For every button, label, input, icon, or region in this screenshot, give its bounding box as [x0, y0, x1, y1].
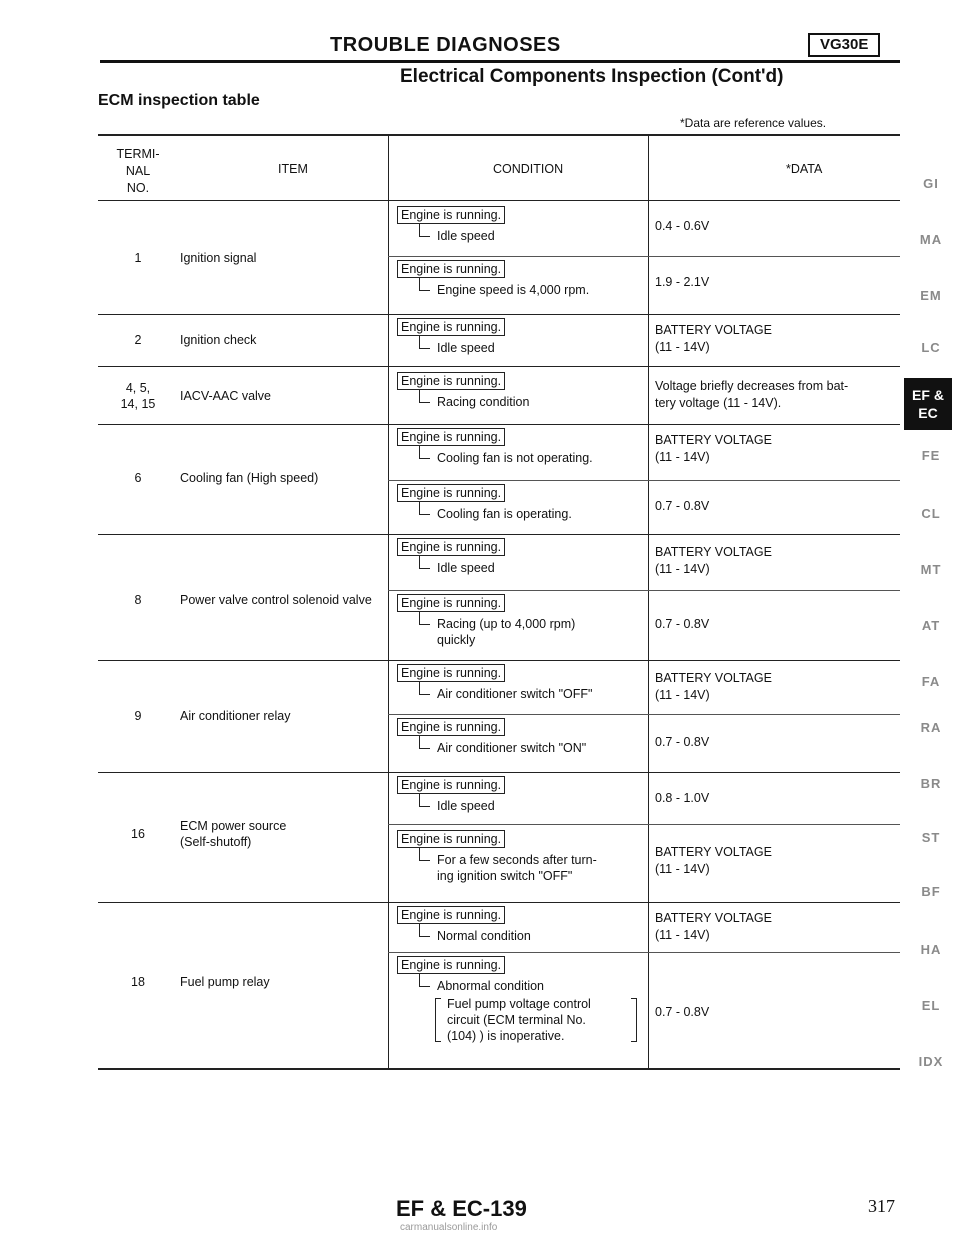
condition-block [397, 776, 647, 814]
condition-block [397, 372, 647, 410]
condition-box: Engine is running. [397, 372, 505, 390]
header-bottom-rule [98, 200, 900, 201]
condition-sub-text: Cooling fan is not operating. [437, 451, 593, 465]
item-name: Ignition check [180, 333, 257, 347]
row-rule [98, 772, 900, 773]
side-tab-bf[interactable]: BF [921, 884, 941, 899]
subrow-divider [388, 714, 900, 715]
header-terminal [98, 146, 178, 197]
condition-sub [419, 852, 647, 884]
condition-sub [419, 282, 647, 298]
connector-hook [419, 924, 430, 937]
reference-note: *Data are reference values. [680, 116, 827, 130]
side-tab-fe[interactable]: FE [921, 448, 941, 463]
terminal-line: 14, 15 [120, 397, 156, 411]
side-tab-fa[interactable]: FA [921, 674, 941, 689]
terminal-number [98, 380, 178, 412]
item-line: (Self-shutoff) [180, 835, 252, 849]
condition-sub-text: Idle speed [437, 229, 495, 243]
data-line: BATTERY VOLTAGE [655, 911, 772, 925]
side-tab-mt[interactable]: MT [920, 562, 942, 577]
condition-sub-text: Idle speed [437, 341, 495, 355]
data-value [655, 432, 875, 466]
connector-hook [419, 556, 430, 569]
side-tab-ef-ec-active[interactable] [904, 378, 952, 430]
data-value: 1.9 - 2.1V [655, 275, 710, 289]
condition-box: Engine is running. [397, 594, 505, 612]
header-item: ITEM [278, 162, 308, 176]
page-title: TROUBLE DIAGNOSES [330, 34, 561, 56]
condition-box: Engine is running. [397, 484, 505, 502]
item-name: Ignition signal [180, 251, 257, 265]
condition-sub-text: Normal condition [437, 929, 531, 943]
condition-block [397, 428, 647, 466]
table-bottom-rule [98, 1068, 900, 1070]
bracket-line: (104) ) is inoperative. [447, 1029, 565, 1043]
condition-sub-text: Racing (up to 4,000 rpm) [437, 617, 576, 631]
connector-hook [419, 278, 430, 291]
subrow-divider [388, 824, 900, 825]
condition-sub-text: quickly [437, 633, 476, 647]
side-tab-gi[interactable]: GI [923, 176, 939, 191]
data-line: BATTERY VOLTAGE [655, 433, 772, 447]
data-value: 0.4 - 0.6V [655, 219, 710, 233]
data-value: 0.7 - 0.8V [655, 1005, 710, 1019]
connector-hook [419, 224, 430, 237]
condition-sub-text: Idle speed [437, 561, 495, 575]
connector-hook [419, 390, 430, 403]
header-terminal-line: TERMI- [116, 147, 160, 161]
item-name: Cooling fan (High speed) [180, 471, 319, 485]
data-line: BATTERY VOLTAGE [655, 545, 772, 559]
condition-block [397, 830, 647, 884]
condition-sub-text: Air conditioner switch "OFF" [437, 687, 593, 701]
data-line: (11 - 14V) [655, 562, 710, 576]
condition-block [397, 906, 647, 944]
data-value [655, 322, 875, 356]
side-tab-cl[interactable]: CL [921, 506, 941, 521]
page-number: 317 [868, 1196, 895, 1216]
side-tab-idx[interactable]: IDX [918, 1054, 944, 1069]
condition-sub [419, 928, 647, 944]
condition-block [397, 664, 647, 702]
side-tab-br[interactable]: BR [920, 776, 942, 791]
data-line: BATTERY VOLTAGE [655, 845, 772, 859]
data-value: 0.7 - 0.8V [655, 499, 710, 513]
data-value [655, 544, 875, 578]
connector-hook [419, 612, 430, 625]
bracket-line: circuit (ECM terminal No. [447, 1013, 586, 1027]
condition-box: Engine is running. [397, 776, 505, 794]
condition-box: Engine is running. [397, 538, 505, 556]
condition-box: Engine is running. [397, 260, 505, 278]
condition-sub [419, 394, 647, 410]
bracket-left [435, 998, 441, 1042]
condition-sub [419, 450, 647, 466]
item-name: Air conditioner relay [180, 709, 291, 723]
header-terminal-line: NAL [125, 164, 151, 178]
data-value: 0.7 - 0.8V [655, 735, 710, 749]
condition-sub [419, 340, 647, 356]
subrow-divider [388, 256, 900, 257]
side-tab-at[interactable]: AT [921, 618, 941, 633]
condition-box: Engine is running. [397, 830, 505, 848]
item-name [180, 818, 286, 850]
condition-block [397, 956, 647, 1044]
side-tab-st[interactable]: ST [921, 830, 941, 845]
condition-block [397, 318, 647, 356]
data-line: BATTERY VOLTAGE [655, 323, 772, 337]
bracket-right [631, 998, 637, 1042]
side-active-line: EF & [912, 387, 944, 403]
condition-sub [419, 686, 647, 702]
item-name: Power valve control solenoid valve [180, 593, 372, 607]
connector-hook [419, 446, 430, 459]
condition-box: Engine is running. [397, 718, 505, 736]
condition-sub-text: Engine speed is 4,000 rpm. [437, 283, 590, 297]
data-value: 0.8 - 1.0V [655, 791, 710, 805]
engine-badge: VG30E [808, 33, 880, 57]
condition-sub [419, 560, 647, 576]
data-line: (11 - 14V) [655, 450, 710, 464]
table-top-rule [98, 134, 900, 136]
condition-sub-text: Idle speed [437, 799, 495, 813]
data-value [655, 910, 875, 944]
data-line: (11 - 14V) [655, 862, 710, 876]
condition-box: Engine is running. [397, 664, 505, 682]
divider-condition-data [648, 134, 649, 1070]
header-data: *DATA [786, 162, 823, 176]
condition-sub [419, 740, 647, 756]
side-tab-ha[interactable]: HA [920, 942, 942, 957]
condition-sub-text: Racing condition [437, 395, 530, 409]
connector-hook [419, 974, 430, 987]
condition-sub-text: Cooling fan is operating. [437, 507, 572, 521]
condition-sub-text: Air conditioner switch "ON" [437, 741, 587, 755]
watermark: carmanualsonline.info [400, 1222, 498, 1233]
condition-box: Engine is running. [397, 906, 505, 924]
data-value: 0.7 - 0.8V [655, 617, 710, 631]
data-line: (11 - 14V) [655, 688, 710, 702]
side-tab-ra[interactable]: RA [920, 720, 942, 735]
row-rule [98, 424, 900, 425]
item-name: Fuel pump relay [180, 975, 270, 989]
condition-block [397, 206, 647, 244]
data-line: BATTERY VOLTAGE [655, 671, 772, 685]
terminal-number: 9 [134, 709, 142, 723]
subrow-divider [388, 952, 900, 953]
divider-item-condition [388, 134, 389, 1070]
bracket-line: Fuel pump voltage control [447, 997, 591, 1011]
item-line: ECM power source [180, 819, 287, 833]
condition-block [397, 484, 647, 522]
connector-hook [419, 336, 430, 349]
condition-sub-text: ing ignition switch "OFF" [437, 869, 573, 883]
data-value [655, 670, 875, 704]
connector-hook [419, 848, 430, 861]
connector-hook [419, 682, 430, 695]
terminal-number: 8 [134, 593, 142, 607]
side-tab-ma[interactable]: MA [919, 232, 943, 247]
row-rule [98, 660, 900, 661]
condition-sub [419, 978, 647, 994]
data-line: tery voltage (11 - 14V). [655, 396, 782, 410]
condition-block [397, 538, 647, 576]
section-title: ECM inspection table [98, 92, 260, 109]
page-code: EF & EC-139 [396, 1196, 527, 1221]
row-rule [98, 534, 900, 535]
terminal-line: 4, 5, [125, 381, 151, 395]
terminal-number: 1 [134, 251, 142, 265]
condition-block [397, 260, 647, 298]
header-rule [100, 60, 900, 63]
terminal-number: 18 [131, 975, 145, 989]
subrow-divider [388, 590, 900, 591]
condition-box: Engine is running. [397, 318, 505, 336]
condition-block [397, 594, 647, 648]
bracket-note [435, 996, 637, 1044]
terminal-number: 16 [131, 827, 145, 841]
condition-sub [419, 798, 647, 814]
row-rule [98, 366, 900, 367]
connector-hook [419, 736, 430, 749]
page-subtitle: Electrical Components Inspection (Cont'd) [400, 66, 784, 87]
terminal-number: 6 [134, 471, 142, 485]
side-active-line: EC [918, 405, 938, 421]
item-name: IACV-AAC valve [180, 389, 272, 403]
condition-sub [419, 616, 647, 648]
data-line: (11 - 14V) [655, 340, 710, 354]
row-rule [98, 314, 900, 315]
condition-sub-text: Abnormal condition [437, 979, 545, 993]
connector-hook [419, 502, 430, 515]
terminal-number: 2 [134, 333, 142, 347]
condition-box: Engine is running. [397, 956, 505, 974]
ecm-inspection-table [98, 134, 900, 1070]
connector-hook [419, 794, 430, 807]
condition-box: Engine is running. [397, 206, 505, 224]
header-terminal-line: NO. [126, 181, 150, 195]
condition-block [397, 718, 647, 756]
header-condition: CONDITION [493, 162, 564, 176]
condition-box: Engine is running. [397, 428, 505, 446]
data-value [655, 844, 875, 878]
side-tab-em[interactable]: EM [920, 288, 942, 303]
data-line: (11 - 14V) [655, 928, 710, 942]
condition-sub-text: For a few seconds after turn- [437, 853, 597, 867]
condition-sub [419, 506, 647, 522]
row-rule [98, 902, 900, 903]
condition-sub [419, 228, 647, 244]
subrow-divider [388, 480, 900, 481]
data-value [655, 378, 875, 412]
side-tab-el[interactable]: EL [921, 998, 941, 1013]
side-tab-lc[interactable]: LC [921, 340, 941, 355]
data-line: Voltage briefly decreases from bat- [655, 379, 849, 393]
